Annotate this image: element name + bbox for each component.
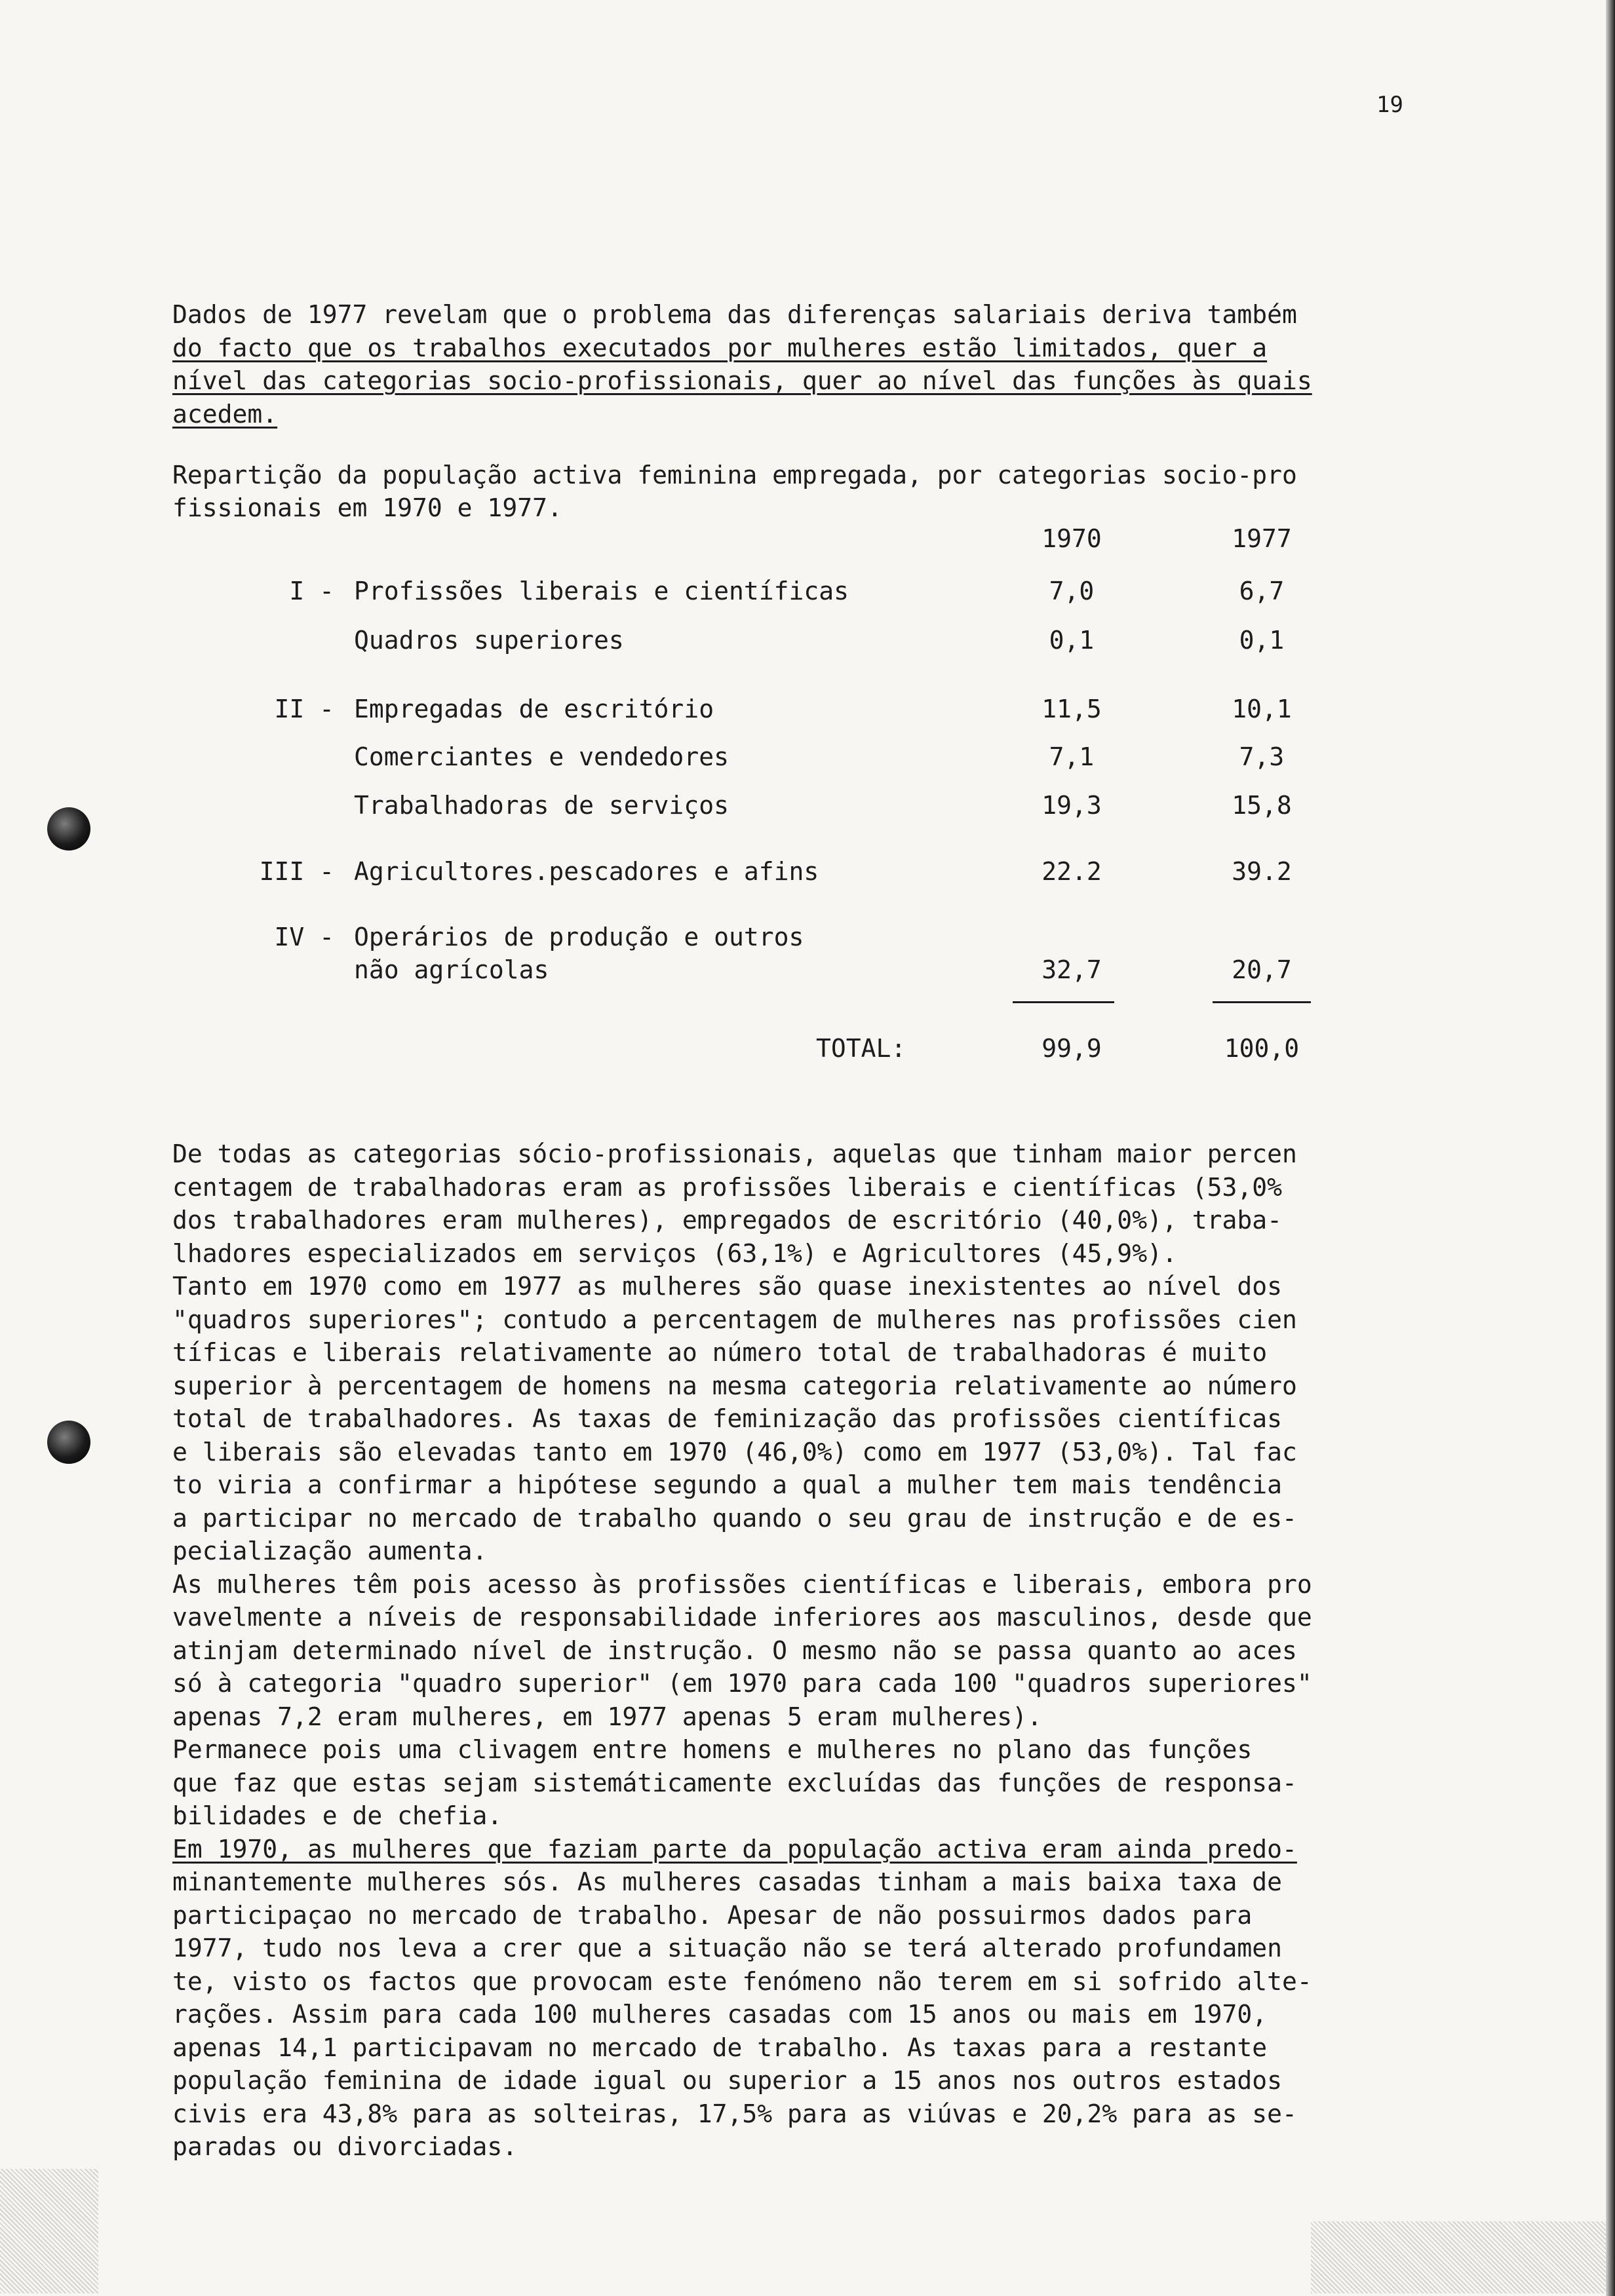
body-line: vavelmente a níveis de responsabilidade inferiores aos masculinos, desde que [172,1603,1312,1632]
body-line: 1977, tudo nos leva a crer que a situação não se terá alterado profundamen [172,1934,1282,1962]
cell-1970: 19,3 [1041,791,1102,820]
body-line: dos trabalhadores eram mulheres), empregados de escritório (40,0%), traba- [172,1206,1282,1234]
body-line: participaçao no mercado de trabalho. Apesar de não possuirmos dados para [172,1900,1253,1930]
cell-1970: 7,1 [1049,742,1095,771]
row-number: II - [274,695,334,723]
row-label: Profissões liberais e científicas [354,577,849,605]
body-line: atinjam determinado nível de instrução. O mesmo não se passa quanto ao aces [172,1636,1297,1665]
body-line: a participar no mercado de trabalho quando o seu grau de instrução e de es- [172,1503,1297,1533]
body-line: população feminina de idade igual ou superior a 15 anos nos outros estados [172,2066,1282,2095]
table-caption-line: fissionais em 1970 e 1977. [172,493,562,522]
row-label: Agricultores.pescadores e afins [354,857,819,886]
scan-noise-left [0,2169,98,2293]
column-header-1977: 1977 [1232,524,1292,553]
cell-1977: 7,3 [1239,742,1285,771]
intro-line: do facto que os trabalhos executados por mulheres estão limitados, quer a [172,333,1268,362]
body-line: Permanece pois uma clivagem entre homens e mulheres no plano das funções [172,1735,1253,1764]
row-label: Quadros superiores [354,626,624,655]
punch-hole-top [47,807,90,851]
row-label: Empregadas de escritório [354,695,714,723]
cell-1977: 15,8 [1232,791,1292,820]
intro-line: Dados de 1977 revelam que o problema das diferenças salariais deriva também [172,300,1297,329]
body-line: rações. Assim para cada 100 mulheres casadas com 15 anos ou mais em 1970, [172,2000,1268,2029]
row-number: III - [259,857,334,886]
scan-page-edge [1606,0,1615,2296]
scan-noise-right [1311,2221,1606,2293]
body-line: "quadros superiores"; contudo a percentagem de mulheres nas profissões cien [172,1305,1297,1334]
body-line: centagem de trabalhadoras eram as profissões liberais e científicas (53,0% [172,1172,1282,1202]
body-line: apenas 7,2 eram mulheres, em 1977 apenas 5 eram mulheres). [172,1702,1042,1731]
sum-rule-1970 [1013,1001,1114,1003]
row-label: Trabalhadoras de serviços [354,791,729,820]
body-line: que faz que estas sejam sistemáticamente excluídas das funções de responsa- [172,1768,1297,1797]
row-label: Operários de produção e outros [354,923,804,951]
body-line: Em 1970, as mulheres que faziam parte da população activa eram ainda predo- [172,1834,1297,1864]
cell-1970: 11,5 [1041,695,1102,723]
body-line: to viria a confirmar a hipótese segundo a qual a mulher tem mais tendência [172,1470,1282,1499]
body-line: pecialização aumenta. [172,1537,488,1565]
body-line: bilidades e de chefia. [172,1801,503,1830]
page-number: 19 [1376,92,1403,118]
body-text [172,1138,1408,2164]
total-1977: 100,0 [1224,1034,1300,1063]
body-line: superior à percentagem de homens na mesma categoria relativamente ao número [172,1371,1297,1400]
row-number: I - [289,577,334,605]
body-line: só à categoria "quadro superior" (em 1970 para cada 100 "quadros superiores" [172,1669,1312,1698]
total-label: TOTAL: [816,1034,906,1063]
row-label-continued: não agrícolas [354,955,549,984]
column-header-1970: 1970 [1041,524,1102,553]
cell-1970: 7,0 [1049,577,1095,605]
sum-rule-1977 [1213,1001,1311,1003]
total-1970: 99,9 [1041,1034,1102,1063]
intro-paragraph [172,298,1408,430]
body-line: civis era 43,8% para as solteiras, 17,5% para as viúvas e 20,2% para as se- [172,2099,1297,2128]
punch-hole-bottom [47,1421,90,1464]
body-line: tíficas e liberais relativamente ao número total de trabalhadoras é muito [172,1338,1268,1367]
row-number: IV - [274,923,334,951]
body-line: De todas as categorias sócio-profissionais, aquelas que tinham maior percen [172,1139,1297,1168]
body-line: e liberais são elevadas tanto em 1970 (46,0%) como em 1977 (53,0%). Tal fac [172,1437,1297,1466]
cell-1977: 20,7 [1232,955,1292,984]
body-line: te, visto os factos que provocam este fenómeno não terem em si sofrido alte- [172,1966,1312,1996]
body-line: minantemente mulheres sós. As mulheres casadas tinham a mais baixa taxa de [172,1867,1282,1896]
body-line: apenas 14,1 participavam no mercado de trabalho. As taxas para a restante [172,2033,1268,2062]
intro-line: acedem. [172,399,278,429]
body-line: paradas ou divorciadas. [172,2132,518,2161]
intro-line: nível das categorias socio-profissionais, quer ao nível das funções às quais [172,366,1312,395]
cell-1970: 32,7 [1041,955,1102,984]
body-line: total de trabalhadores. As taxas de feminização das profissões científicas [172,1404,1282,1433]
body-line: lhadores especializados em serviços (63,1%) e Agricultores (45,9%). [172,1238,1177,1268]
cell-1970: 0,1 [1049,626,1095,655]
table-caption-line: Repartição da população activa feminina empregada, por categorias socio-pro [172,461,1297,489]
table-caption [172,459,1297,524]
body-line: Tanto em 1970 como em 1977 as mulheres são quase inexistentes ao nível dos [172,1272,1282,1301]
cell-1970: 22.2 [1041,857,1102,886]
cell-1977: 0,1 [1239,626,1285,655]
cell-1977: 10,1 [1232,695,1292,723]
cell-1977: 6,7 [1239,577,1285,605]
cell-1977: 39.2 [1232,857,1292,886]
body-line: As mulheres têm pois acesso às profissões científicas e liberais, embora pro [172,1569,1312,1599]
row-label: Comerciantes e vendedores [354,742,729,771]
